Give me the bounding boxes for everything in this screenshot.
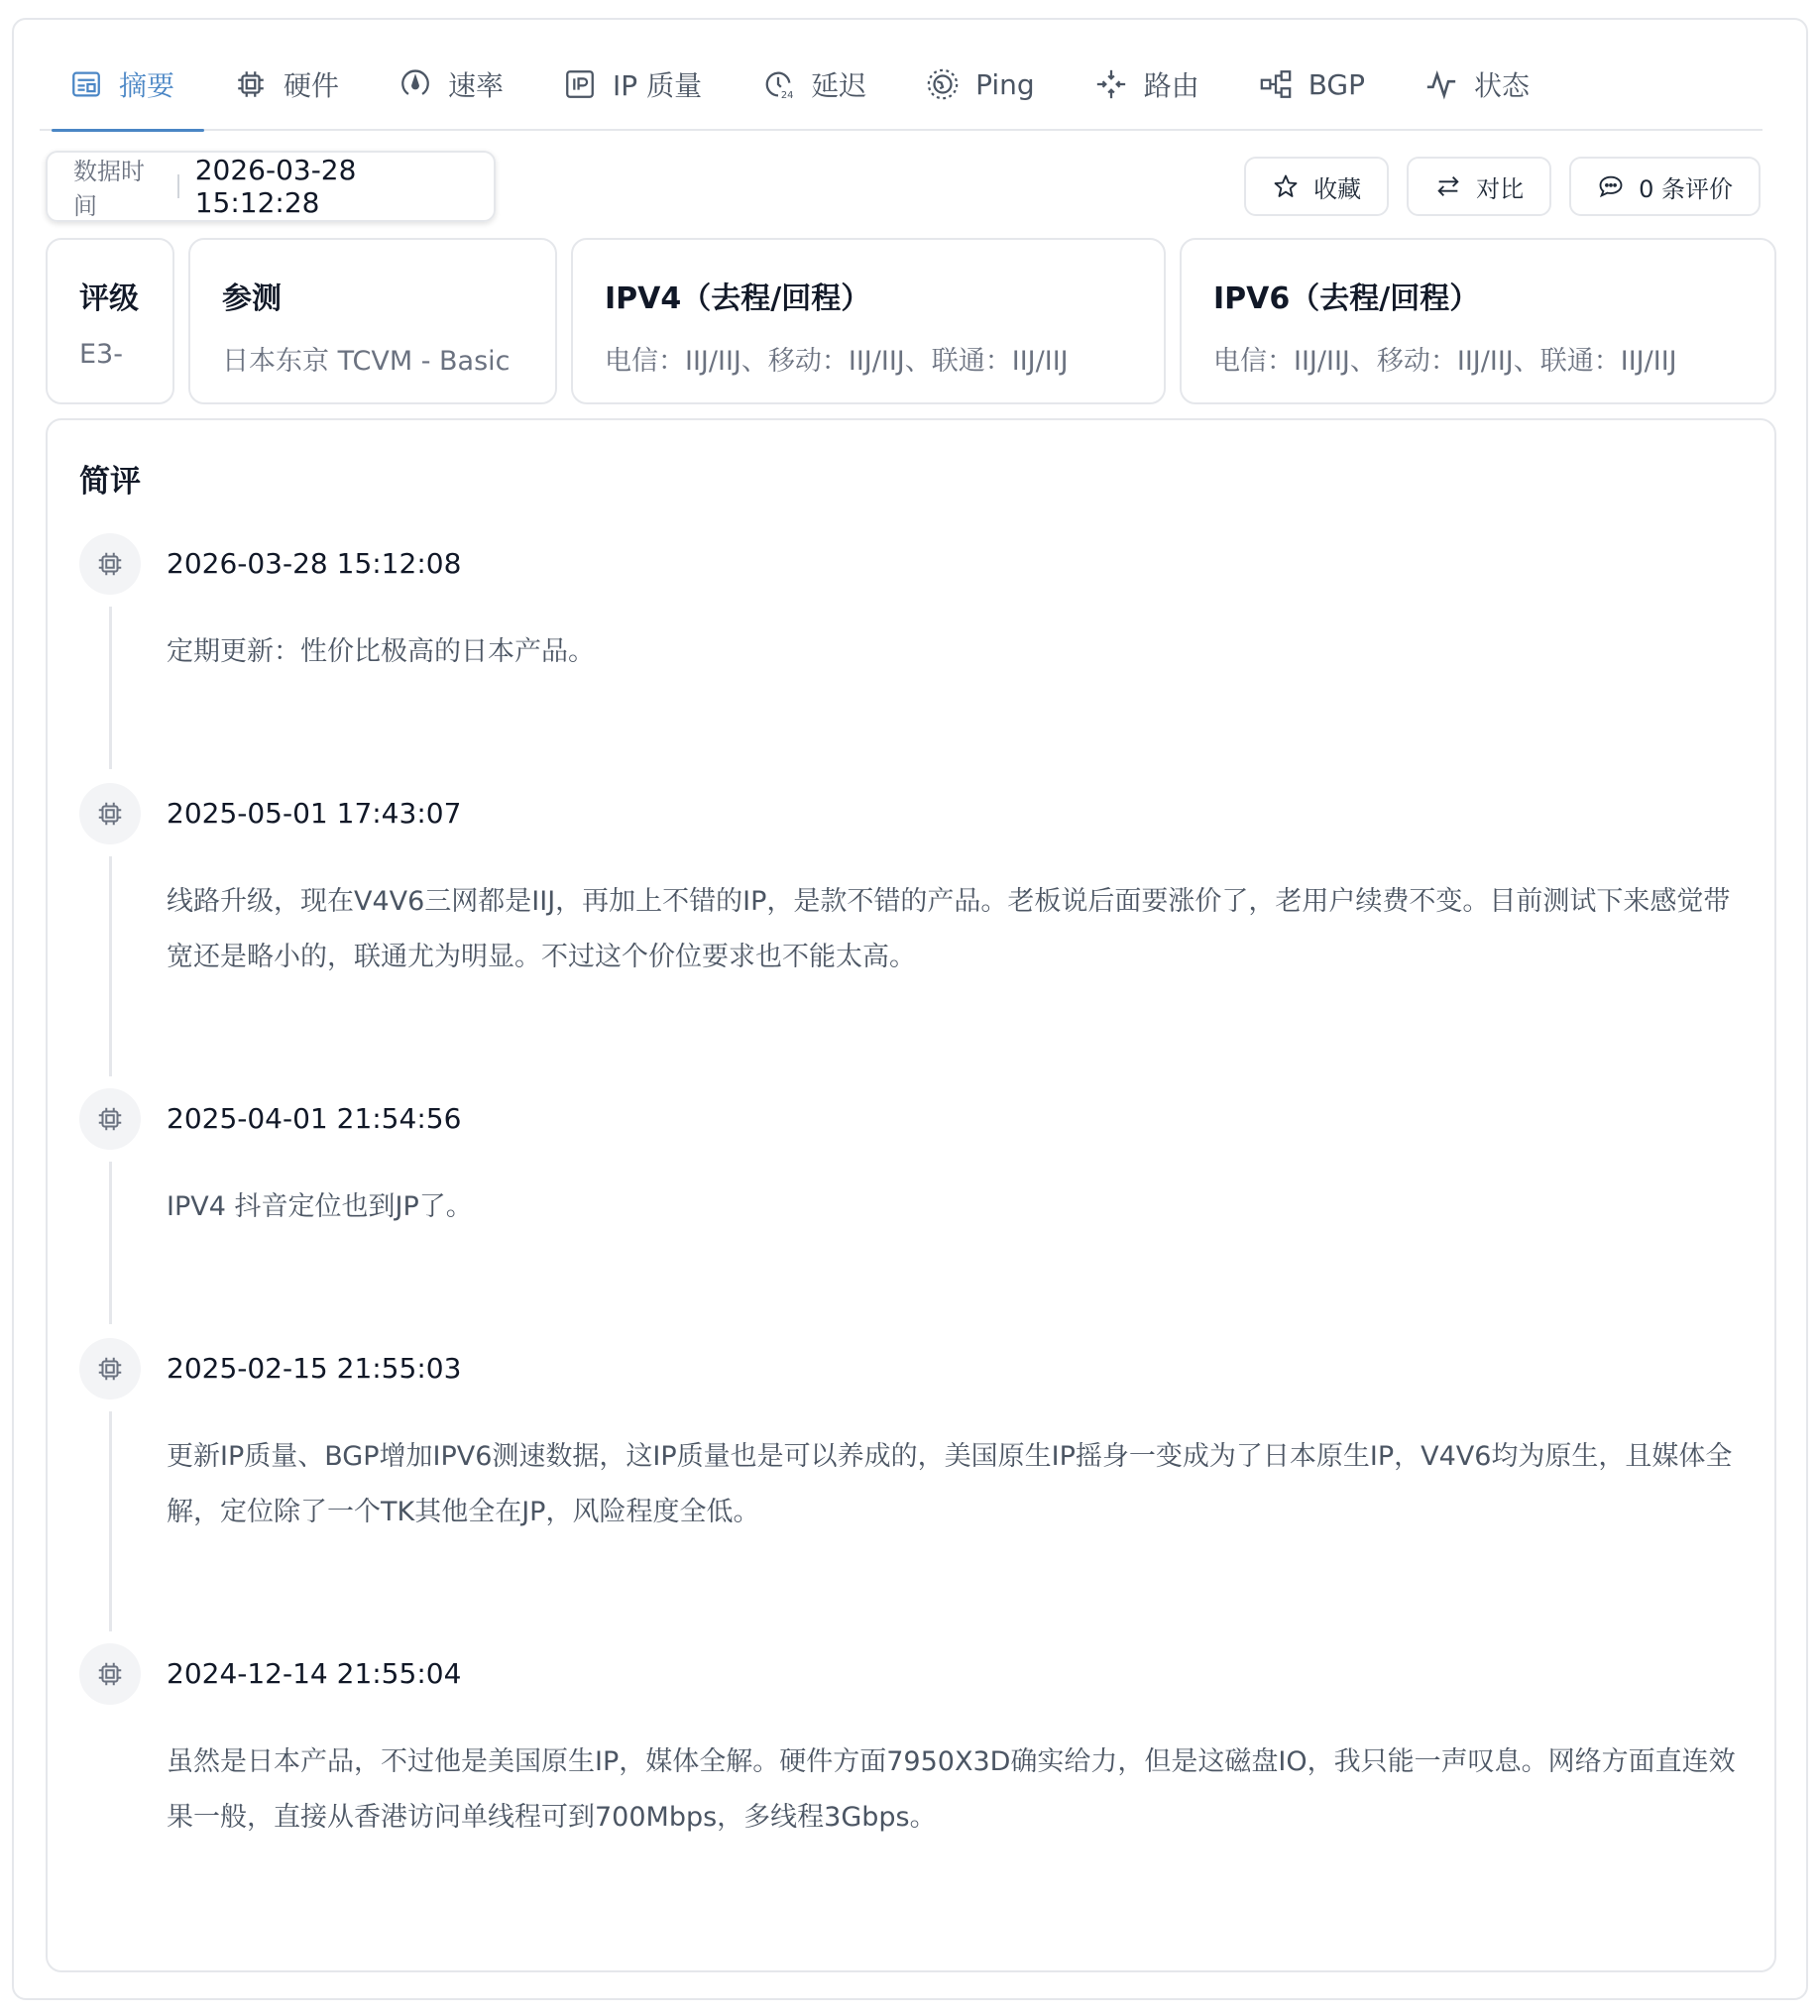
action-group [1244,157,1761,216]
tab-ip-quality[interactable] [533,39,732,130]
ipv6-card [1180,238,1776,404]
data-time-badge [46,151,496,222]
rating-value: E3- [79,339,123,370]
entry-date: 2025-04-01 21:54:56 [167,1102,462,1135]
timeline-line [109,1411,112,1631]
tab-ping[interactable] [896,39,1065,130]
tab-bgp[interactable] [1229,39,1395,130]
rating-title: 评级 [79,281,139,316]
entry-date: 2024-12-14 21:55:04 [167,1657,462,1690]
data-time-label: 数据时间 [73,158,145,220]
tab-label: 状态 [1474,69,1531,102]
route-icon [1094,67,1128,101]
summary-icon [69,67,103,101]
tab-label: Ping [975,67,1035,101]
chip-icon [79,533,141,595]
tab-label: 速率 [448,69,505,102]
ipv4-value: 电信：IIJ/IIJ、移动：IIJ/IIJ、联通：IIJ/IIJ [605,346,1069,377]
tab-label: 路由 [1143,69,1199,102]
tab-label: 延迟 [811,69,867,102]
comment-icon [1597,172,1625,200]
tab-label: BGP [1308,67,1366,101]
entry-text: 定期更新：性价比极高的日本产品。 [167,636,595,667]
tested-title: 参测 [222,281,282,316]
favorite-label: 收藏 [1313,174,1362,203]
entry-date: 2026-03-28 15:12:08 [167,547,462,580]
timeline-line [109,856,112,1076]
entry-text: 线路升级，现在V4V6三网都是IIJ，再加上不错的IP，是款不错的产品。老板说后面要涨价了，老用户续费不变。目前测试下来感觉带宽还是略小的，联通尤为明显。不过这个价位要求也不能太高。 [167,886,1731,972]
tab-hardware[interactable] [204,39,369,130]
tab-bar [40,40,1763,131]
tested-card [188,238,557,404]
speed-icon [398,67,432,101]
latency-icon [761,67,795,101]
timeline-line [109,607,112,769]
activity-icon [1424,67,1458,101]
network-icon [1259,67,1293,101]
tab-label: 硬件 [284,69,340,102]
entry-date: 2025-02-15 21:55:03 [167,1352,462,1385]
tab-label: 摘要 [119,69,175,102]
reviews-button[interactable] [1569,157,1761,216]
tab-summary[interactable] [40,39,204,130]
entry-text: 更新IP质量、BGP增加IPV6测速数据，这IP质量也是可以养成的，美国原生IP摇身一变成为了日本原生IP，V4V6均为原生，且媒体全解，定位除了一个TK其他全在JP，风险程度全低。 [167,1441,1733,1527]
chip-icon [79,1338,141,1400]
compare-label: 对比 [1476,174,1525,203]
ipv6-value: 电信：IIJ/IIJ、移动：IIJ/IIJ、联通：IIJ/IIJ [1213,346,1677,377]
ip-icon [563,67,597,101]
reviews-label: 0 条评价 [1639,174,1733,203]
review-title: 简评 [79,464,141,500]
data-time-value: 2026-03-28 15:12:28 [194,154,357,219]
entry-text: IPV4 抖音定位也到JP了。 [167,1191,473,1222]
swap-icon [1434,172,1462,200]
tested-value: 日本东京 TCVM - Basic [222,346,511,377]
chip-icon [79,1643,141,1705]
ipv4-card [571,238,1166,404]
divider [177,174,179,198]
svg-text:24: 24 [780,90,794,101]
rating-card [46,238,174,404]
tab-route[interactable] [1065,39,1229,130]
tab-latency[interactable] [732,39,896,130]
favorite-button[interactable] [1244,157,1389,216]
tab-speed[interactable] [369,39,533,130]
timeline-line [109,1162,112,1324]
globe-icon [926,67,960,101]
chip-icon [79,1088,141,1150]
entry-text: 虽然是日本产品，不过他是美国原生IP，媒体全解。硬件方面7950X3D确实给力，但是这磁盘IO，我只能一声叹息。网络方面直连效果一般，直接从香港访问单线程可到700Mbps，多线程3Gbps。 [167,1746,1736,1833]
tab-status[interactable] [1395,39,1559,130]
ipv6-title: IPV6（去程/回程） [1213,281,1480,316]
chip-icon [79,783,141,844]
entry-date: 2025-05-01 17:43:07 [167,797,462,830]
ipv4-title: IPV4（去程/回程） [605,281,871,316]
compare-button[interactable] [1407,157,1551,216]
star-icon [1272,172,1300,200]
chip-icon [234,67,268,101]
tab-label: IP 质量 [613,69,703,102]
review-panel [46,418,1776,1972]
